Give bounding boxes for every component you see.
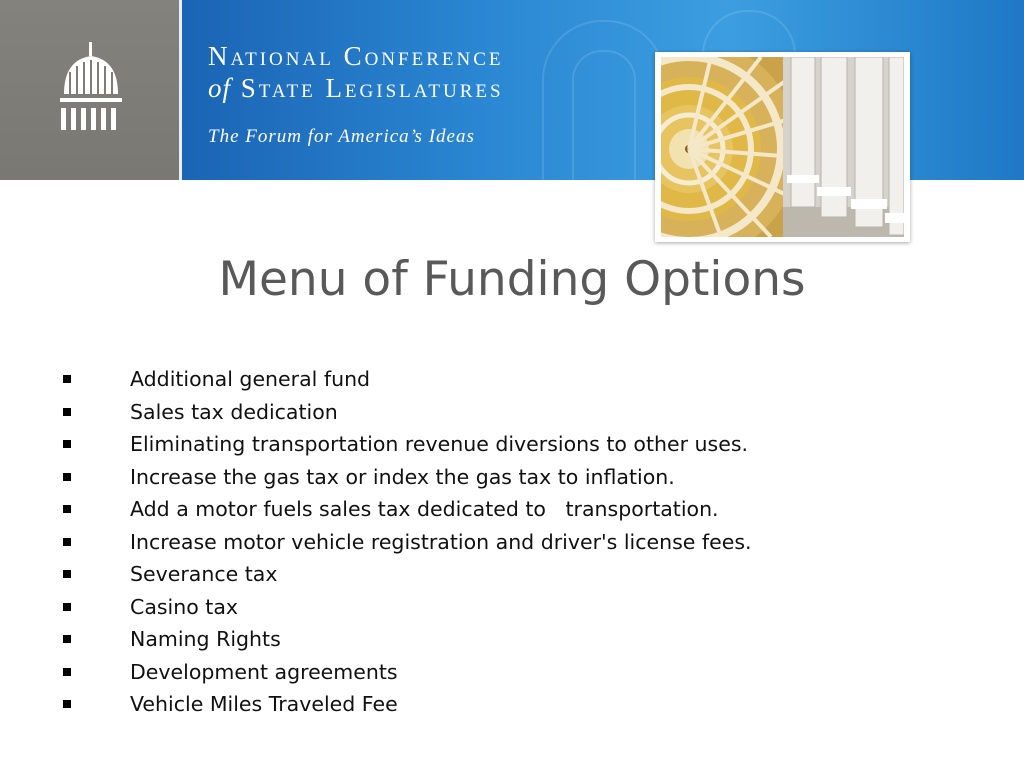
square-bullet-icon <box>63 440 71 448</box>
square-bullet-icon <box>63 570 71 578</box>
funding-option-text: Vehicle Miles Traveled Fee <box>130 692 398 716</box>
square-bullet-icon <box>63 668 71 676</box>
funding-option-text: Increase motor vehicle registration and driver's license fees. <box>130 529 752 554</box>
square-bullet-icon <box>63 635 71 643</box>
funding-option-text: Casino tax <box>130 594 239 619</box>
org-name-line2 <box>208 72 504 104</box>
square-bullet-icon <box>63 473 71 481</box>
rotunda-columns-illustration <box>661 57 904 237</box>
tagline: The Forum for America’s Ideas <box>208 126 475 147</box>
organization-name <box>208 40 504 104</box>
capitol-dome-icon <box>56 42 126 134</box>
funding-option-text: Severance tax <box>130 562 278 586</box>
header-banner <box>0 0 1024 180</box>
org-name-line1: National Conference <box>208 41 504 71</box>
funding-option-text: Eliminating transportation revenue diversions to other uses. <box>130 432 749 456</box>
square-bullet-icon <box>63 538 71 546</box>
logo-block <box>0 0 179 180</box>
slide-title: Menu of Funding Options <box>218 252 806 307</box>
funding-option-text: Additional general fund <box>130 367 371 391</box>
org-name-of: of <box>208 73 232 103</box>
square-bullet-icon <box>63 505 71 513</box>
funding-option-text: Add a motor fuels sales tax dedicated to transportation. <box>130 497 719 521</box>
rotunda-columns-image <box>655 52 910 242</box>
square-bullet-icon <box>63 700 71 708</box>
square-bullet-icon <box>63 603 71 611</box>
funding-option-text: Naming Rights <box>130 627 281 651</box>
funding-option-text: Development agreements <box>130 659 398 684</box>
funding-option-text: Increase the gas tax or index the gas tax to inflation. <box>130 464 675 489</box>
funding-option-text: Sales tax dedication <box>130 399 338 424</box>
org-name-line2-rest: State Legislatures <box>240 73 504 103</box>
square-bullet-icon <box>63 408 71 416</box>
square-bullet-icon <box>63 375 71 383</box>
